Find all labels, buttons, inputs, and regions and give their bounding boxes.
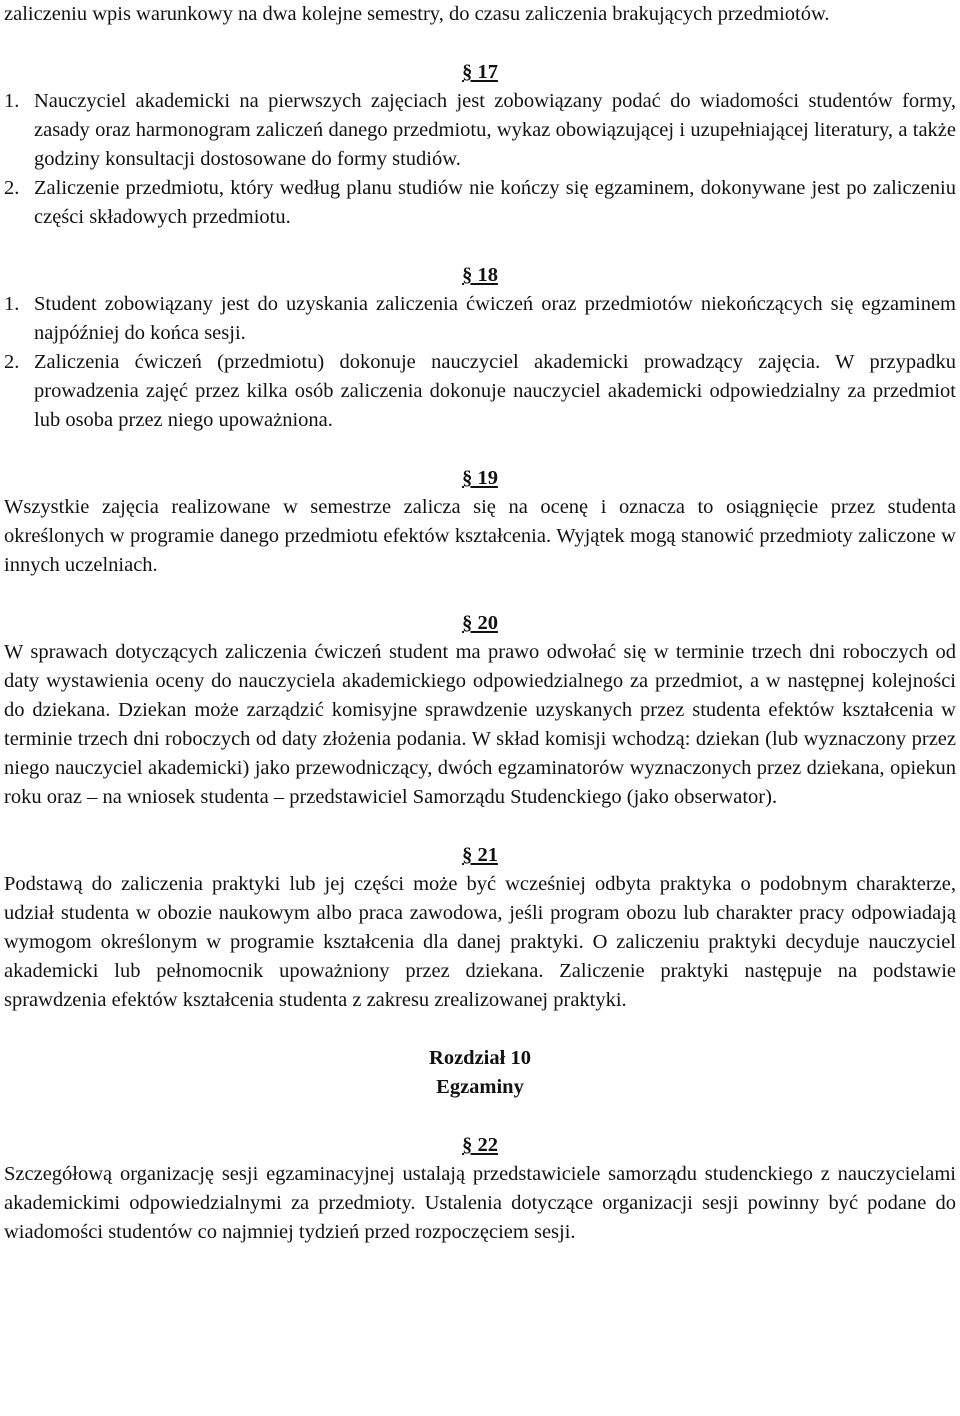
- item-text: Zaliczenie przedmiotu, który według planu studiów nie kończy się egzaminem, dokonywane jest po zaliczeniu części składowych przedmiotu.: [34, 177, 956, 228]
- section-heading-18: § 18: [462, 264, 498, 286]
- section-heading-20: § 20: [462, 612, 498, 634]
- section-19-paragraph: Wszystkie zajęcia realizowane w semestrze zalicza się na ocenę i oznacza to osiągnięcie przez studenta określonych w programie danego przedmiotu efektów kształcenia. Wyjątek mogą stanowić przedmioty zaliczone w innych uczelniach.: [4, 496, 956, 576]
- chapter-title: Egzaminy: [436, 1076, 524, 1098]
- section-18-item-2: [4, 348, 956, 435]
- section-21-paragraph: Podstawą do zaliczenia praktyki lub jej części może być wcześniej odbyta praktyka o podobnym charakterze, udział studenta w obozie naukowym albo praca zawodowa, jeśli program obozu lub charakter pracy odpowiadają wymogom określonym w programie kształcenia dla danej praktyki. O zaliczeniu praktyki decyduje nauczyciel akademicki lub pełnomocnik upoważniony przez dziekana. Zaliczenie praktyki następuje na podstawie sprawdzenia efektów kształcenia studenta z zakresu zrealizowanej praktyki.: [4, 873, 956, 1011]
- section-17-item-2: [4, 174, 956, 232]
- intro-paragraph: zaliczeniu wpis warunkowy na dwa kolejne semestry, do czasu zaliczenia brakujących przedmiotów.: [4, 3, 830, 25]
- section-18-item-1: [4, 290, 956, 348]
- chapter-number: Rozdział 10: [429, 1047, 531, 1069]
- section-20-paragraph: W sprawach dotyczących zaliczenia ćwiczeń student ma prawo odwołać się w terminie trzech dni roboczych od daty wystawienia oceny do nauczyciela akademickiego odpowiedzialnego za przedmiot, a w następnej kolejności do dziekana. Dziekan może zarządzić komisyjne sprawdzenie uzyskanych przez studenta efektów kształcenia w terminie trzech dni roboczych od daty złożenia podania. W skład komisji wchodzą: dziekan (lub wyznaczony przez niego nauczyciel akademicki) jako przewodniczący, dwóch egzaminatorów wyznaczonych przez dziekana, opiekun roku oraz – na wniosek studenta – przedstawiciel Samorządu Studenckiego (jako obserwator).: [4, 641, 956, 808]
- section-17-item-1: [4, 87, 956, 174]
- item-text: Student zobowiązany jest do uzyskania zaliczenia ćwiczeń oraz przedmiotów niekończących się egzaminem najpóźniej do końca sesji.: [34, 293, 956, 344]
- section-heading-17: § 17: [462, 61, 498, 83]
- section-heading-19: § 19: [462, 467, 498, 489]
- item-text: Nauczyciel akademicki na pierwszych zajęciach jest zobowiązany podać do wiadomości studentów formy, zasady oraz harmonogram zaliczeń danego przedmiotu, wykaz obowiązującej i uzupełniającej literatury, a także godziny konsultacji dostosowane do formy studiów.: [34, 90, 956, 170]
- item-text: Zaliczenia ćwiczeń (przedmiotu) dokonuje nauczyciel akademicki prowadzący zajęcia. W przypadku prowadzenia zajęć przez kilka osób zaliczenia dokonuje nauczyciel akademicki odpowiedzialny za przedmiot lub osoba przez niego upoważniona.: [34, 351, 956, 431]
- item-number: 2.: [4, 351, 20, 373]
- section-heading-21: § 21: [462, 844, 498, 866]
- section-22-paragraph: Szczegółową organizację sesji egzaminacyjnej ustalają przedstawiciele samorządu studenckiego z nauczycielami akademickimi odpowiedzialnymi za przedmioty. Ustalenia dotyczące organizacji sesji powinny być podane do wiadomości studentów co najmniej tydzień przed rozpoczęciem sesji.: [4, 1163, 956, 1243]
- item-number: 2.: [4, 177, 20, 199]
- item-number: 1.: [4, 293, 20, 315]
- section-heading-22: § 22: [462, 1134, 498, 1156]
- item-number: 1.: [4, 90, 20, 112]
